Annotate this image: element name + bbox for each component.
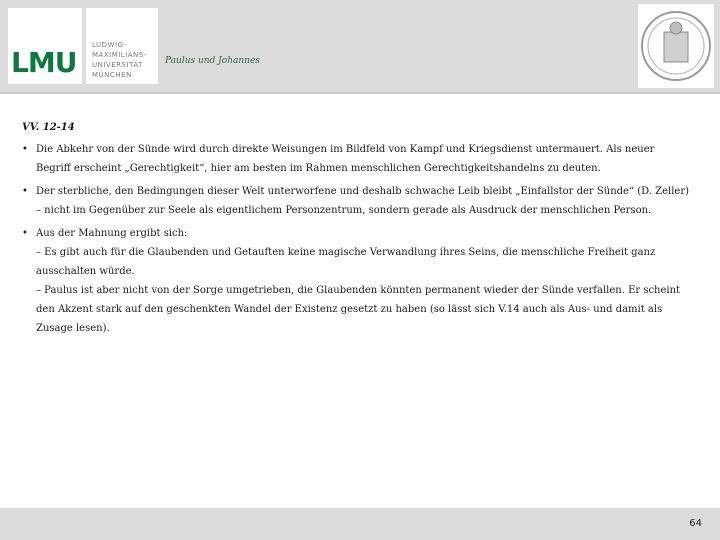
page-number: 64 xyxy=(689,518,702,529)
slide-content xyxy=(22,140,690,338)
header-divider xyxy=(0,92,720,94)
university-name-line: UNIVERSITÄT xyxy=(92,61,143,69)
university-name-line: LUDWIG- xyxy=(92,41,127,49)
footer-bar xyxy=(0,508,720,540)
bullet-item: • Aus der Mahnung ergibt sich: xyxy=(22,224,690,243)
bullet-item: • Der sterbliche, den Bedingungen dieser Welt unterworfene und deshalb schwache Leib bleibt „Einfallstor der Sünde“ (D. Zeller) – nicht im Gegenüber zur Seele als eigentlichem Personzentrum, sondern gerade als Ausdruck der menschlichen Person. xyxy=(22,182,690,220)
university-name-line: MAXIMILIANS- xyxy=(92,51,147,59)
university-name xyxy=(92,40,147,80)
university-name-line: MÜNCHEN xyxy=(92,71,132,79)
section-heading: VV. 12-14 xyxy=(22,122,75,133)
sub-item: – Paulus ist aber nicht von der Sorge umgetrieben, die Glaubenden könnten permanent wieder der Sünde verfallen. Er scheint den Akzent stark auf den geschenkten Wandel der Existenz gesetzt zu haben (so lässt sich V.14 auch als Aus- und damit als Zusage lesen). xyxy=(36,285,681,334)
bullet-item: • Die Abkehr von der Sünde wird durch direkte Weisungen im Bildfeld von Kampf und Kriegsdienst untermauert. Als neuer Begriff erscheint „Gerechtigkeit“, hier am besten im Rahmen menschlichen Gerechtigkeitshandelns zu deuten. xyxy=(22,140,690,178)
slide-title: Paulus und Johannes xyxy=(165,56,260,66)
lmu-logo-mark: LMU xyxy=(11,46,77,79)
sub-item: – Es gibt auch für die Glaubenden und Getauften keine magische Verwandlung ihres Seins, die menschliche Freiheit ganz ausschalten würde. xyxy=(36,247,656,277)
university-seal-icon xyxy=(638,4,714,88)
